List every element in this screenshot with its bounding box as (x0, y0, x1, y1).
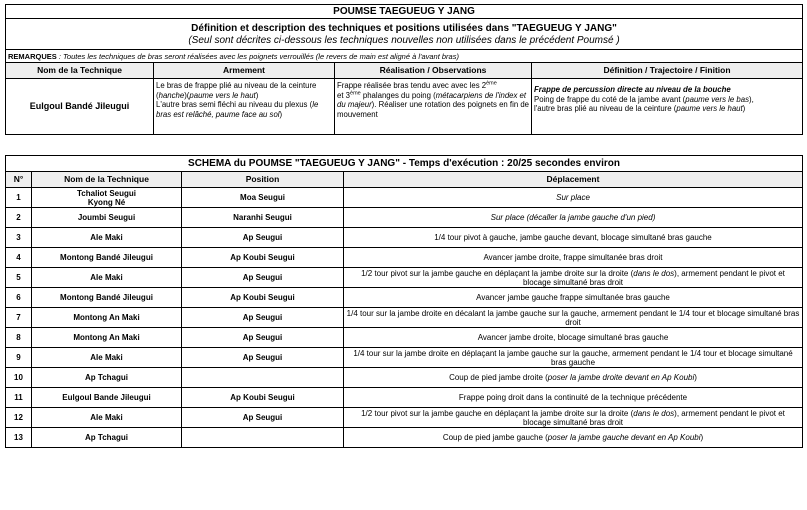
table-row (6, 328, 803, 348)
deplacement-cell (344, 368, 803, 388)
armement-text-2b: ) (279, 109, 283, 119)
armement-text-1b: )( (184, 90, 190, 100)
deplacement-text: dans le dos (633, 268, 675, 278)
armement-text-1c: paume vers le haut (189, 90, 256, 100)
real-text-3: phalanges du poing ( (360, 90, 436, 100)
deplacement-text: 1/4 tour sur la jambe droite en déplaçant la jambe gauche sur la gauche, armement pendant le 1/4 tour et blocage simultané bras gauche (353, 348, 793, 367)
technique-row (6, 79, 803, 135)
table-row (6, 368, 803, 388)
deplacement-text: ) (694, 373, 697, 382)
position-cell: Ap Seugui (182, 308, 344, 328)
def-text-2b: ), (749, 94, 754, 104)
technique-name-cell (32, 368, 182, 388)
technique-definition-table (5, 4, 803, 135)
schema-table (5, 155, 803, 448)
table-row (6, 188, 803, 208)
position-cell: Ap Seugui (182, 268, 344, 288)
deplacement-text: Avancer jambe droite, frappe simultanée bras droit (483, 253, 663, 262)
position-cell: Moa Seugui (182, 188, 344, 208)
technique-name-cell (32, 288, 182, 308)
col-header-deplacement: Déplacement (344, 172, 803, 188)
deplacement-text: 1/4 tour sur la jambe droite en décalant la jambe gauche sur la gauche, armement pendant le 1/4 tour et blocage simultané bras droit (346, 308, 800, 327)
table-row (6, 268, 803, 288)
technique-name: Ap Tchagui (85, 373, 128, 382)
deplacement-cell (344, 308, 803, 328)
deplacement-text: poser la jambe gauche devant en Ap Koubi (547, 433, 701, 442)
row-number: 6 (6, 288, 32, 308)
technique-name-cell (32, 308, 182, 328)
technique-name: Montong An Maki (73, 313, 140, 322)
position-cell: Ap Koubi Seugui (182, 288, 344, 308)
position-cell: Ap Seugui (182, 328, 344, 348)
col-header-realisation: Réalisation / Observations (335, 63, 532, 79)
table-row (6, 348, 803, 368)
table-row (6, 388, 803, 408)
remarks-text: : Toutes les techniques de bras seront réalisées avec les poignets verrouillés (le revers de main est aligné à l'avant bras) (56, 51, 459, 61)
deplacement-text: Frappe poing droit dans la continuité de la technique précédente (458, 393, 688, 402)
table-row (6, 288, 803, 308)
technique-name: Eulgoul Bande Jileugui (62, 393, 151, 402)
deplacement-text: 1/2 tour pivot sur la jambe gauche en déplaçant la jambe droite sur la droite ( (361, 408, 634, 418)
armement-text-1-it: hanche (158, 90, 185, 100)
armement-cell (154, 79, 335, 135)
technique-name: Ale Maki (90, 413, 123, 422)
col-header-position: Position (182, 172, 344, 188)
realisation-cell (335, 79, 532, 135)
technique-name-cell (32, 408, 182, 428)
position-cell: Ap Koubi Seugui (182, 248, 344, 268)
col-header-armement: Armement (154, 63, 335, 79)
deplacement-cell (344, 408, 803, 428)
technique-name-cell (32, 328, 182, 348)
deplacement-cell (344, 428, 803, 448)
armement-text-2-it: le bras est relâché, paume face au sol (156, 100, 319, 119)
technique-name: Ale Maki (90, 233, 123, 242)
deplacement-cell (344, 228, 803, 248)
deplacement-text: Sur place (décaller la jambe gauche d'un pied) (490, 213, 656, 222)
real-sup-1: ème (486, 80, 497, 87)
technique-name: Montong Bandé Jileugui (60, 293, 153, 302)
row-number: 4 (6, 248, 32, 268)
table-row (6, 208, 803, 228)
def-text-3b: ) (742, 104, 746, 113)
deplacement-text: Coup de pied jambe droite ( (449, 373, 548, 382)
technique-name: Ap Tchagui (85, 433, 128, 442)
def-text-3-it: paume vers le haut (676, 104, 743, 113)
deplacement-text: 1/2 tour pivot sur la jambe gauche en déplaçant la jambe droite sur la droite ( (361, 268, 634, 278)
real-text-4: ). Réaliser une rotation des poignets en fin de mouvement (337, 100, 530, 119)
technique-header-row (6, 63, 803, 79)
deplacement-cell (344, 208, 803, 228)
row-number: 3 (6, 228, 32, 248)
real-sup-2: ème (350, 89, 361, 96)
definition-block (6, 19, 803, 50)
row-number: 10 (6, 368, 32, 388)
def-text-1: Frappe de percussion directe au niveau de la bouche (534, 85, 731, 94)
row-number: 12 (6, 408, 32, 428)
def-text-2-it: paume vers le bas (685, 94, 749, 104)
col-header-definition: Définition / Trajectoire / Finition (532, 63, 803, 79)
deplacement-text: Coup de pied jambe gauche ( (442, 433, 548, 442)
position-cell (182, 368, 344, 388)
position-cell (182, 428, 344, 448)
row-number: 5 (6, 268, 32, 288)
deplacement-cell (344, 328, 803, 348)
deplacement-cell (344, 248, 803, 268)
real-text-3-it: métacarpiens de l'index et du majeur (337, 90, 527, 109)
definition-subtitle: (Seul sont décrites ci-dessous les techniques nouvelles non utilisées dans le précédent Poumsé ) (188, 35, 620, 46)
row-number: 9 (6, 348, 32, 368)
row-number: 7 (6, 308, 32, 328)
technique-name-cell (32, 388, 182, 408)
technique-name: Tchaliot Seugui (77, 188, 136, 198)
definition-cell (532, 79, 803, 135)
def-text-3: l'autre bras plié au niveau de la ceinture ( (534, 104, 677, 113)
technique-name-cell (32, 188, 182, 208)
deplacement-text: poser la jambe droite devant en Ap Koubi (547, 373, 695, 382)
col-header-technique: Nom de la Technique (32, 172, 182, 188)
deplacement-cell (344, 288, 803, 308)
deplacement-text: dans le dos (633, 408, 675, 418)
poumse-title: POUMSE TAEGUEUG Y JANG (6, 5, 803, 19)
table-row (6, 228, 803, 248)
def-text-2: Poing de frappe du coté de la jambe avant ( (534, 94, 686, 104)
row-number: 2 (6, 208, 32, 228)
deplacement-text: Avancer jambe droite, blocage simultané bras gauche (477, 333, 669, 342)
technique-name-cell (32, 348, 182, 368)
deplacement-text: 1/4 tour pivot à gauche, jambe gauche devant, blocage simultané bras gauche (434, 233, 712, 242)
schema-title: SCHEMA du POUMSE "TAEGUEUG Y JANG" - Temps d'exécution : 20/25 secondes environ (6, 156, 803, 172)
row-number: 1 (6, 188, 32, 208)
deplacement-cell (344, 388, 803, 408)
deplacement-text: ), armement pendant le pivot et blocage simultané bras droit (522, 268, 785, 287)
deplacement-cell (344, 268, 803, 288)
col-header-name: Nom de la Technique (6, 63, 154, 79)
armement-text-2: L'autre bras semi fléchi au niveau du plexus ( (156, 100, 313, 109)
technique-name-cell (32, 208, 182, 228)
deplacement-text: ) (700, 433, 704, 442)
col-header-number: N° (6, 172, 32, 188)
armement-text-1: Le bras de frappe plié au niveau de la ceinture ( (156, 81, 317, 100)
position-cell: Ap Seugui (182, 348, 344, 368)
real-text-2: et 3 (337, 90, 351, 100)
technique-name: Ale Maki (90, 273, 123, 282)
technique-name: Montong Bandé Jileugui (60, 253, 153, 262)
technique-name-cell (32, 428, 182, 448)
technique-name-line2: Kyong Né (87, 197, 126, 207)
row-number: 11 (6, 388, 32, 408)
technique-name: Ale Maki (90, 353, 123, 362)
schema-rows (6, 188, 803, 448)
position-cell: Ap Koubi Seugui (182, 388, 344, 408)
position-cell: Ap Seugui (182, 408, 344, 428)
position-cell: Ap Seugui (182, 228, 344, 248)
deplacement-cell (344, 188, 803, 208)
table-row (6, 408, 803, 428)
row-number: 8 (6, 328, 32, 348)
technique-name-cell (32, 268, 182, 288)
definition-heading: Définition et description des techniques et positions utilisées dans "TAEGUEUG Y JANG" (191, 23, 617, 34)
remarks-label: REMARQUES (8, 51, 57, 61)
deplacement-text: Sur place (556, 193, 590, 202)
position-cell: Naranhi Seugui (182, 208, 344, 228)
table-row (6, 308, 803, 328)
row-number: 13 (6, 428, 32, 448)
table-row (6, 428, 803, 448)
schema-header-row (6, 172, 803, 188)
technique-name: Joumbi Seugui (77, 213, 136, 222)
real-text-1: Frappe réalisée bras tendu avec avec les 2 (337, 81, 487, 90)
technique-name-cell (32, 248, 182, 268)
technique-name-cell (32, 228, 182, 248)
armement-text-1d: ) (255, 90, 259, 100)
deplacement-text: Avancer jambe gauche frappe simultanée bras gauche (476, 293, 670, 302)
remarks-row (6, 50, 803, 63)
technique-name: Montong An Maki (73, 333, 140, 342)
table-row (6, 248, 803, 268)
technique-name: Eulgoul Bandé Jileugui (6, 79, 154, 135)
deplacement-text: ), armement pendant le pivot et blocage simultané bras droit (522, 408, 785, 427)
deplacement-cell (344, 348, 803, 368)
